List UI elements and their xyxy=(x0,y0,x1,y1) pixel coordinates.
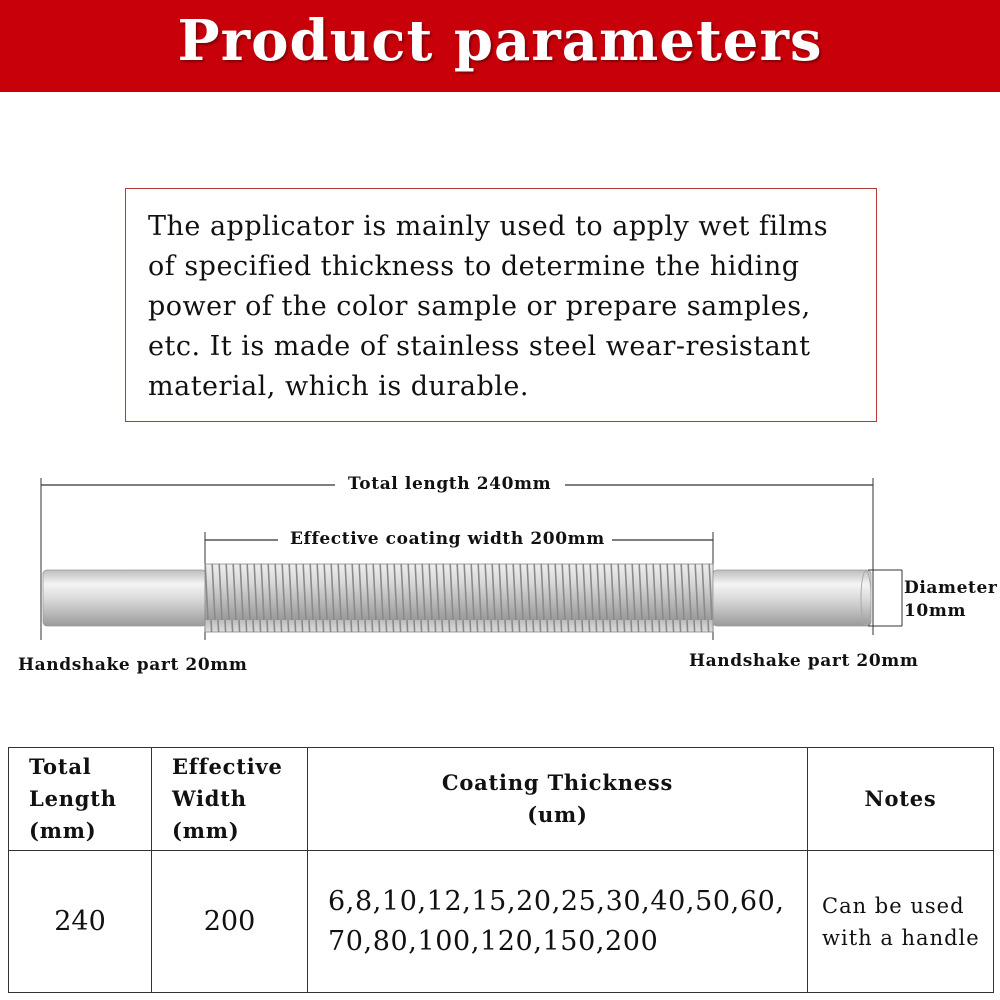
description-box xyxy=(125,188,877,422)
cell-notes xyxy=(808,851,994,993)
header-line: Effective xyxy=(172,754,283,779)
header-line: (mm) xyxy=(172,818,240,843)
applicator-diagram xyxy=(0,460,1000,690)
table-header-row xyxy=(9,748,994,851)
description-line: material, which is durable. xyxy=(148,371,529,402)
page-title: Product parameters xyxy=(177,8,823,74)
table-row xyxy=(9,851,994,993)
description-line: power of the color sample or prepare samples, xyxy=(148,291,811,322)
header-line: Coating Thickness xyxy=(441,770,674,795)
diameter-label xyxy=(904,577,997,623)
right-handle-label: Handshake part 20mm xyxy=(689,651,919,671)
thickness-line: 70,80,100,120,150,200 xyxy=(328,925,659,957)
effective-width-label: Effective coating width 200mm xyxy=(290,529,605,549)
header-total-length xyxy=(9,748,152,851)
left-handle xyxy=(43,570,206,626)
description-line: etc. It is made of stainless steel wear-resistant xyxy=(148,331,811,362)
header-banner xyxy=(0,0,1000,92)
cell-total-length: 240 xyxy=(9,851,152,993)
header-coating-thickness xyxy=(308,748,808,851)
cell-coating-thickness xyxy=(308,851,808,993)
notes-line: with a handle xyxy=(822,925,980,950)
description-line: of specified thickness to determine the hiding xyxy=(148,251,800,282)
description-text xyxy=(148,207,868,407)
notes-line: Can be used xyxy=(822,893,965,918)
cell-effective-width: 200 xyxy=(152,851,308,993)
description-line: The applicator is mainly used to apply wet films xyxy=(148,211,829,242)
right-handle xyxy=(713,570,871,626)
header-line: (um) xyxy=(527,802,588,827)
diameter-label-line: 10mm xyxy=(904,601,967,621)
wire-wound-section xyxy=(205,564,713,632)
header-notes: Notes xyxy=(808,748,994,851)
total-length-label: Total length 240mm xyxy=(348,474,552,494)
spec-table xyxy=(8,747,994,993)
header-line: (mm) xyxy=(29,818,97,843)
header-line: Length xyxy=(29,786,117,811)
left-handle-label: Handshake part 20mm xyxy=(18,655,248,675)
header-effective-width xyxy=(152,748,308,851)
thickness-line: 6,8,10,12,15,20,25,30,40,50,60, xyxy=(328,885,785,917)
diameter-label-line: Diameter xyxy=(904,578,998,598)
header-line: Total xyxy=(29,754,92,779)
header-line: Width xyxy=(172,786,247,811)
